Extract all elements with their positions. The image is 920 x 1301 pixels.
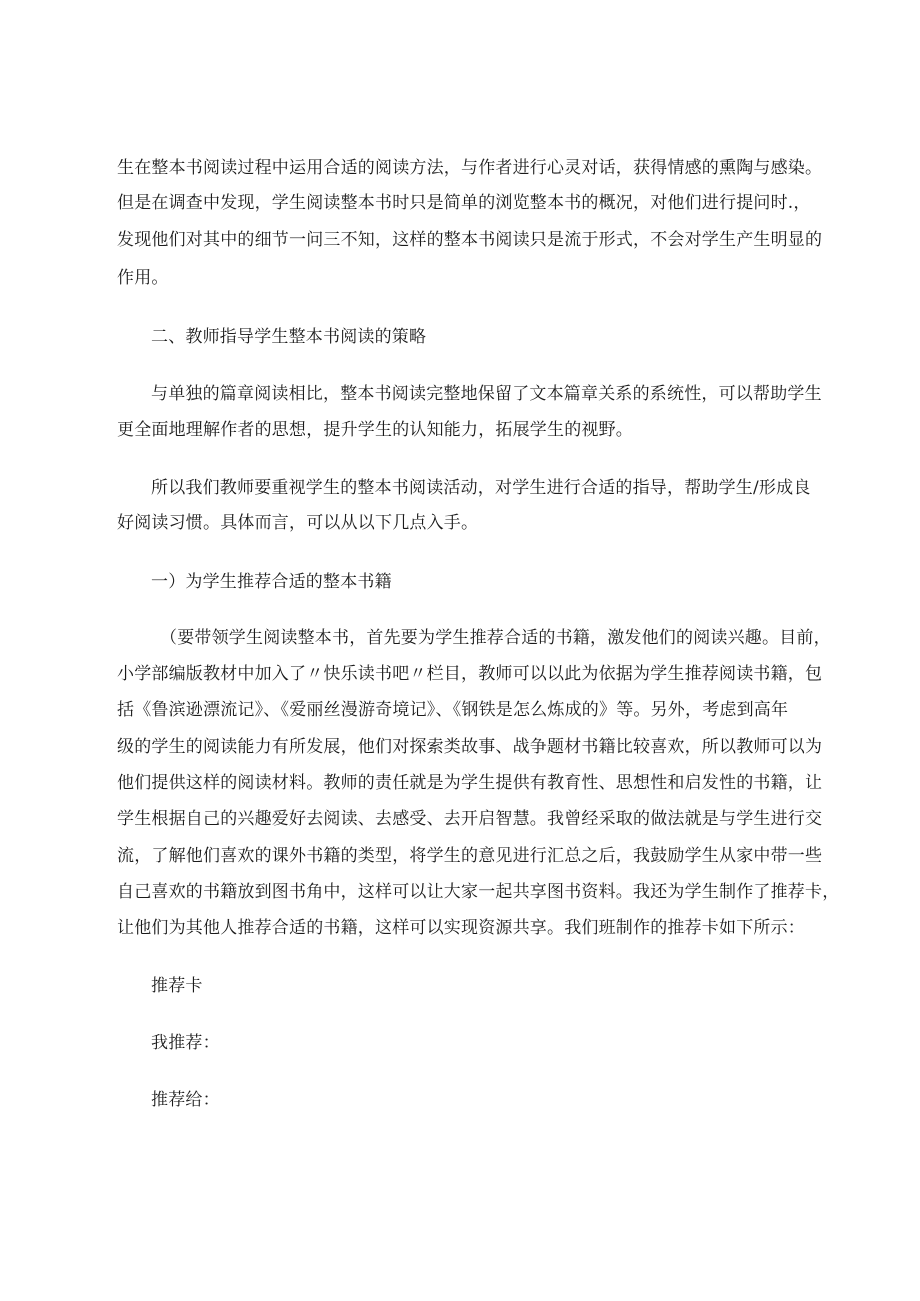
paragraph-3-line-2: 好阅读习惯。具体而言，可以从以下几点入手。 — [117, 513, 479, 533]
paragraph-1-line-3: 发现他们对其中的细节一问三不知，这样的整本书阅读只是流于形式，不会对学生产生明显的 — [117, 230, 823, 250]
paragraph-4-line-4: 级的学生的阅读能力有所发展，他们对探索类故事、战争题材书籍比较喜欢，所以教师可以为 — [117, 737, 823, 757]
paragraph-2-line-2: 更全面地理解作者的思想，提升学生的认知能力，拓展学生的视野。 — [117, 420, 633, 440]
paragraph-1-line-2: 但是在调查中发现，学生阅读整本书时只是简单的浏览整本书的概况，对他们进行提问时.， — [117, 193, 811, 213]
section-heading: 二、教师指导学生整本书阅读的策略 — [151, 327, 427, 347]
card-field-recommend-to: 推荐给： — [151, 1090, 220, 1110]
paragraph-1-line-4: 作用。 — [117, 268, 169, 288]
card-field-recommend: 我推荐： — [151, 1033, 220, 1053]
card-title: 推荐卡 — [151, 976, 203, 996]
paragraph-4-line-5: 他们提供这样的阅读材料。教师的责任就是为学生提供有教育性、思想性和启发性的书籍，让 — [117, 773, 823, 793]
paragraph-1-line-1: 生在整本书阅读过程中运用合适的阅读方法，与作者进行心灵对话，获得情感的熏陶与感染。 — [117, 158, 823, 178]
paragraph-4-line-7: 流，了解他们喜欢的课外书籍的类型，将学生的意见进行汇总之后，我鼓励学生从家中带一些 — [117, 846, 823, 866]
paragraph-4-line-2: 小学部编版教材中加入了〃快乐读书吧〃栏目，教师可以以此为依据为学生推荐阅读书籍，包 — [117, 664, 823, 684]
paragraph-4-line-9: 让他们为其他人推荐合适的书籍，这样可以实现资源共享。我们班制作的推荐卡如下所示： — [117, 918, 805, 938]
paragraph-4-line-1: （要带领学生阅读整本书，首先要为学生推荐合适的书籍，激发他们的阅读兴趣。目前， — [160, 628, 831, 648]
paragraph-4-line-6: 学生根据自己的兴趣爱好去阅读、去感受、去开启智慧。我曾经采取的做法就是与学生进行交 — [117, 809, 823, 829]
paragraph-4-line-3: 括《鲁滨逊漂流记》、《爱丽丝漫游奇境记》、《钢铁是怎么炼成的》等。另外，考虑到高年 — [117, 700, 789, 720]
subsection-heading: 一）为学生推荐合适的整本书籍 — [151, 572, 392, 592]
paragraph-2-line-1: 与单独的篇章阅读相比，整本书阅读完整地保留了文本篇章关系的系统性，可以帮助学生 — [151, 384, 822, 404]
paragraph-3-line-1: 所以我们教师要重视学生的整本书阅读活动，对学生进行合适的指导，帮助学生/形成良 — [151, 478, 811, 498]
paragraph-4-line-8: 自己喜欢的书籍放到图书角中，这样可以让大家一起共享图书资料。我还为学生制作了推荐卡， — [117, 882, 840, 902]
